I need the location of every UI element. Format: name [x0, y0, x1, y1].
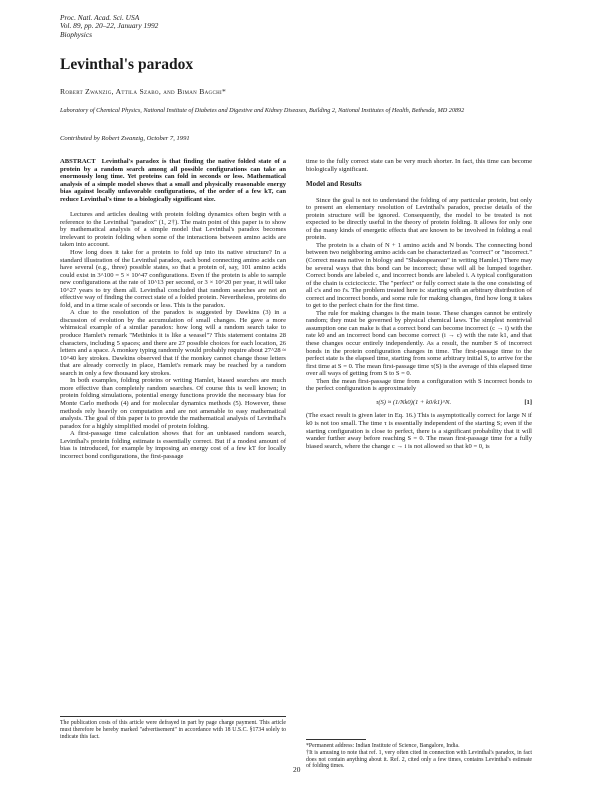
equation-1 [306, 399, 532, 407]
footnotes [306, 734, 532, 770]
journal-name: Proc. Natl. Acad. Sci. USA [60, 13, 140, 22]
body-paragraph: How long does it take for a protein to fold up into its native structure? In a standard illustration of the Levinthal paradox, each bond connecting amino acids can have several (e.g., three) possible states, so that a protein of, say, 101 amino acids could exist in 3^100 = 5 × 10^47 configurations. Even if the protein is able to sample new configurations at the rate of 10^13 per second, or 3 × 10^20 per year, it will take 10^27 years to try them all. Levinthal concluded that random searches are not an effective way of finding the correct state of a folded protein. Nevertheless, proteins do fold, and in a time scale of seconds or less. This is the paradox. [60, 249, 286, 309]
affiliation: Laboratory of Chemical Physics, National Institute of Diabetes and Digestive and Kidney Diseases, Building 2, National Institutes of Health, Bethesda, MD 20892 [60, 107, 465, 114]
body-paragraph: A first-passage time calculation shows that for an unbiased random search, Levinthal's protein folding estimate is essentially correct. But if a modest amount of bias is introduced, for example by imposing an energy cost of a few kT for locally incorrect bond configurations, the first-passage [60, 430, 286, 460]
paper-title: Levinthal's paradox [60, 56, 194, 73]
body-paragraph: Since the goal is not to understand the folding of any particular protein, but only to present an elementary resolution of Levinthal's paradox, precise details of the protein structure will be ignored. Consequently, the model to be treated is not expected to be directly useful in the theory of protein folding. It allows for only one of the many kinds of energetic effects that are known to be involved in folding a real protein. [306, 196, 532, 242]
equation-number: [1] [524, 398, 532, 406]
body-paragraph: (The exact result is given later in Eq. 16.) This is asymptotically correct for large N if k0 is not too small. The time τ is essentially independent of the starting S; even if the starting configuration is close to perfect, there is a significant probability that it will wander further away before reaching S = 0. The mean first-passage time for a fully biased search, where the change c → i is not allowed so that k0 = 0, is [306, 412, 532, 450]
publication-cost-footnote: The publication costs of this article were defrayed in part by page charge payment. This article must therefore be hereby marked "advertisement" in accordance with 18 U.S.C. §1734 solely to indicate this fact. [60, 716, 286, 740]
equation-formula: τ(S) ≈ (1/Nk0)(1 + k0/k1)^N. [376, 398, 452, 406]
journal-volume: Vol. 89, pp. 20–22, January 1992 [60, 21, 159, 31]
body-paragraph: In both examples, folding proteins or writing Hamlet, biased searches are much more effective than completely random searches. Of course this is well known; in protein folding simulations, potential energy functions provide the necessary bias for Monte Carlo methods (4) and for molecular dynamics methods (5). However, these methods rely heavily on computation and are not amenable to easy mathematical analysis. The goal of this paper is to provide the mathematical analysis of Levinthal's paradox for a highly simplified model of protein folding. [60, 377, 286, 430]
contributed-line: Contributed by Robert Zwanzig, October 7, 1991 [60, 135, 190, 142]
abstract [60, 158, 286, 203]
body-paragraph: time to the fully correct state can be very much shorter. In fact, this time can become biologically significant. [306, 158, 532, 173]
section-heading: Model and Results [306, 180, 362, 189]
body-paragraph: Lectures and articles dealing with protein folding dynamics often begin with a reference to the Levinthal "paradox" (1, 2†). The main point of this paper is to show by mathematical analysis of a simple model that Levinthal's paradox becomes irrelevant to protein folding when some of the interactions between amino acids are taken into account. [60, 211, 286, 249]
author-list: Robert Zwanzig, Attila Szabo, and Biman Bagchi* [60, 87, 227, 96]
left-column [60, 158, 286, 460]
body-paragraph: A clue to the resolution of the paradox is suggested by Dawkins (3) in a discussion of evolution by the accumulation of small changes. He gave a more whimsical example of a similar paradox: how long will a random search take to produce Hamlet's remark "Methinks it is like a weasel"? This statement contains 28 characters, including 5 spaces; and there are 27 possible choices for each location, 26 letters and a space. A monkey typing randomly would probably require about 27^28 ≈ 10^40 key strokes. Dawkins observed that if the monkey cannot change those letters that are already correctly in place, Hamlet's remark may be reached by a random search in only a few thousand key strokes. [60, 309, 286, 377]
abstract-label: ABSTRACT [60, 158, 96, 165]
right-column [306, 158, 532, 450]
page-number: 20 [293, 765, 301, 774]
body-paragraph: The protein is a chain of N + 1 amino acids and N bonds. The connecting bond between two neighboring amino acids can be characterized as "correct" or "incorrect." (Correct means native in biology and "Shakespearean" in writing Hamlet.) There may be several ways that this bond can be incorrect; these will all be lumped together. Correct bonds are labeled c, and incorrect bonds are labeled i. A typical configuration of the chain is ccicicciccic. The "perfect" or fully correct state is the one consisting of all c's and no i's. The problem treated here is: starting with an arbitrary distribution of correct and incorrect bonds, and some rule for making changes, find how long it takes to get to the perfect chain for the first time. [306, 241, 532, 310]
body-paragraph: Then the mean first-passage time from a configuration with S incorrect bonds to the perfect configuration is approximately [306, 377, 532, 393]
abstract-text: Levinthal's paradox is that finding the native folded state of a protein by a random search among all possible configurations can take an enormously long time. Yet proteins can fold in seconds or less. Mathematical analysis of a simple model shows that a small and physically reasonable energy bias against locally unfavorable configurations, of the order of a few kT, can reduce Levinthal's time to a biologically significant size. [60, 158, 286, 203]
body-paragraph: The rule for making changes is the main issue. These changes cannot be entirely random; they must be governed by physical chemical laws. The simplest nontrivial assumption one can make is that a correct bond can become incorrect (c → i) with the rate k0 and an incorrect bond can become correct (i → c) with the rate k1, and that these changes occur entirely independently. As a result, the number S of incorrect bonds in the protein configuration changes in time. The first-passage time to the perfect state is the elapsed time, starting from some arbitrary initial S, to arrive for the first time at S = 0. The mean first-passage time τ(S) is the average of this elapsed time over all ways of getting from S to S = 0. [306, 309, 532, 378]
journal-header [60, 14, 158, 39]
journal-section: Biophysics [60, 29, 93, 39]
footnote-rule [306, 739, 366, 740]
footnote: †It is amusing to note that ref. 1, very often cited in connection with Levinthal's paradox, in fact does not contain anything about it. Ref. 2, cited only a few times, contains Levinthal's estimate of folding times. [306, 749, 532, 770]
footnote: *Permanent address: Indian Institute of Science, Bangalore, India. [306, 743, 460, 749]
